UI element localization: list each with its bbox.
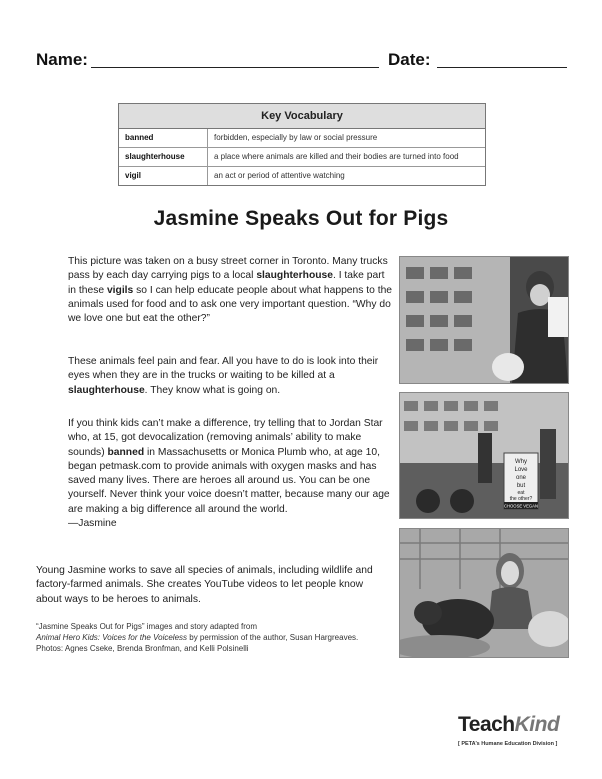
text-span: in Massachusetts or Monica Plumb who, at age 10, began petmask.com to provide animals with oxygen masks and has saved many lives. There are heroes all around us. You can be one yourself. Never think your voice doesn’t matter, because many our age are making a big difference all around the world. xyxy=(68,446,390,515)
vocab-highlight: vigils xyxy=(106,284,134,296)
logo-subtitle: [ PETA’s Humane Education Division ] xyxy=(458,741,558,747)
text-span: This picture was taken on a busy street corner in Toronto. Many trucks pass by each day carrying pigs to a local xyxy=(68,256,388,282)
sign-text: one xyxy=(515,475,527,481)
story-paragraph-1 xyxy=(68,255,393,326)
date-line[interactable] xyxy=(437,67,567,68)
photo-truck-vigil xyxy=(399,256,569,384)
text-span: . They know what is going on. xyxy=(144,384,281,396)
vocab-definition: a place where animals are killed and their bodies are turned into food xyxy=(214,152,459,161)
text-span: These animals feel pain and fear. All you have to do is look into their eyes when they are in the trucks or waiting to be killed at a xyxy=(68,356,379,382)
credit-line xyxy=(36,632,386,643)
photo-protest-sign xyxy=(399,392,569,519)
story-title: Jasmine Speaks Out for Pigs xyxy=(153,207,449,230)
text-span: If you think kids can’t make a difference, try telling that to Jordan Star who, at 15, got devocalization (removing animals’ ability to make sounds) xyxy=(68,418,383,458)
vocab-row xyxy=(119,167,485,185)
story-paragraph-4 xyxy=(36,564,386,607)
credit-line: Photos: Agnes Cseke, Brenda Bronfman, and Kelli Polsinelli xyxy=(36,644,249,653)
photo-girl-with-pigs xyxy=(399,528,569,658)
text-span: so I can help educate people about what happens to the animals used for food and to ask one very important question. “Why do we love one but eat the other?” xyxy=(68,284,393,325)
vocab-highlight: banned xyxy=(107,446,145,458)
vocab-row xyxy=(119,129,485,148)
sign-text: but xyxy=(516,483,526,489)
vocab-term: banned xyxy=(119,129,208,147)
name-line[interactable] xyxy=(91,67,379,68)
sign-text: the other? xyxy=(509,496,533,502)
vocabulary-title: Key Vocabulary xyxy=(119,104,485,129)
story-paragraph-2 xyxy=(68,355,393,398)
vocab-highlight: slaughterhouse xyxy=(256,270,333,282)
logo-kind: Kind xyxy=(514,713,560,736)
logo-teach: Teach xyxy=(458,713,515,736)
vocab-highlight: slaughterhouse xyxy=(68,384,145,396)
vocabulary-table xyxy=(118,103,486,186)
text-span: Young Jasmine works to save all species of animals, including wildlife and factory-farmed animals. She creates YouTube videos to let people know about ways to be heroes to animals. xyxy=(36,565,373,605)
name-label: Name: xyxy=(36,50,88,69)
vocab-definition: forbidden, especially by law or social pressure xyxy=(214,133,378,142)
date-label: Date: xyxy=(388,50,431,69)
teachkind-logo xyxy=(458,713,559,737)
text-span: . I take part in these xyxy=(68,270,385,296)
vocab-row xyxy=(119,148,485,167)
text-span: by permission of the author, Susan Hargreaves. xyxy=(187,633,359,642)
sign-bottom-text: CHOOSE VEGAN xyxy=(504,503,538,509)
credit-line: “Jasmine Speaks Out for Pigs” images and story adapted from xyxy=(36,622,257,631)
story-paragraph-3 xyxy=(68,417,393,531)
sign-text: Why xyxy=(515,459,527,465)
vocab-term: vigil xyxy=(119,167,208,185)
book-title: Animal Hero Kids: Voices for the Voiceless xyxy=(36,633,188,642)
sign-text: Love xyxy=(514,467,528,473)
vocab-term: slaughterhouse xyxy=(119,148,208,166)
sign-text: eat xyxy=(517,490,525,496)
photo-credits xyxy=(36,621,386,654)
signature: —Jasmine xyxy=(68,518,117,530)
vocab-definition: an act or period of attentive watching xyxy=(214,171,345,180)
